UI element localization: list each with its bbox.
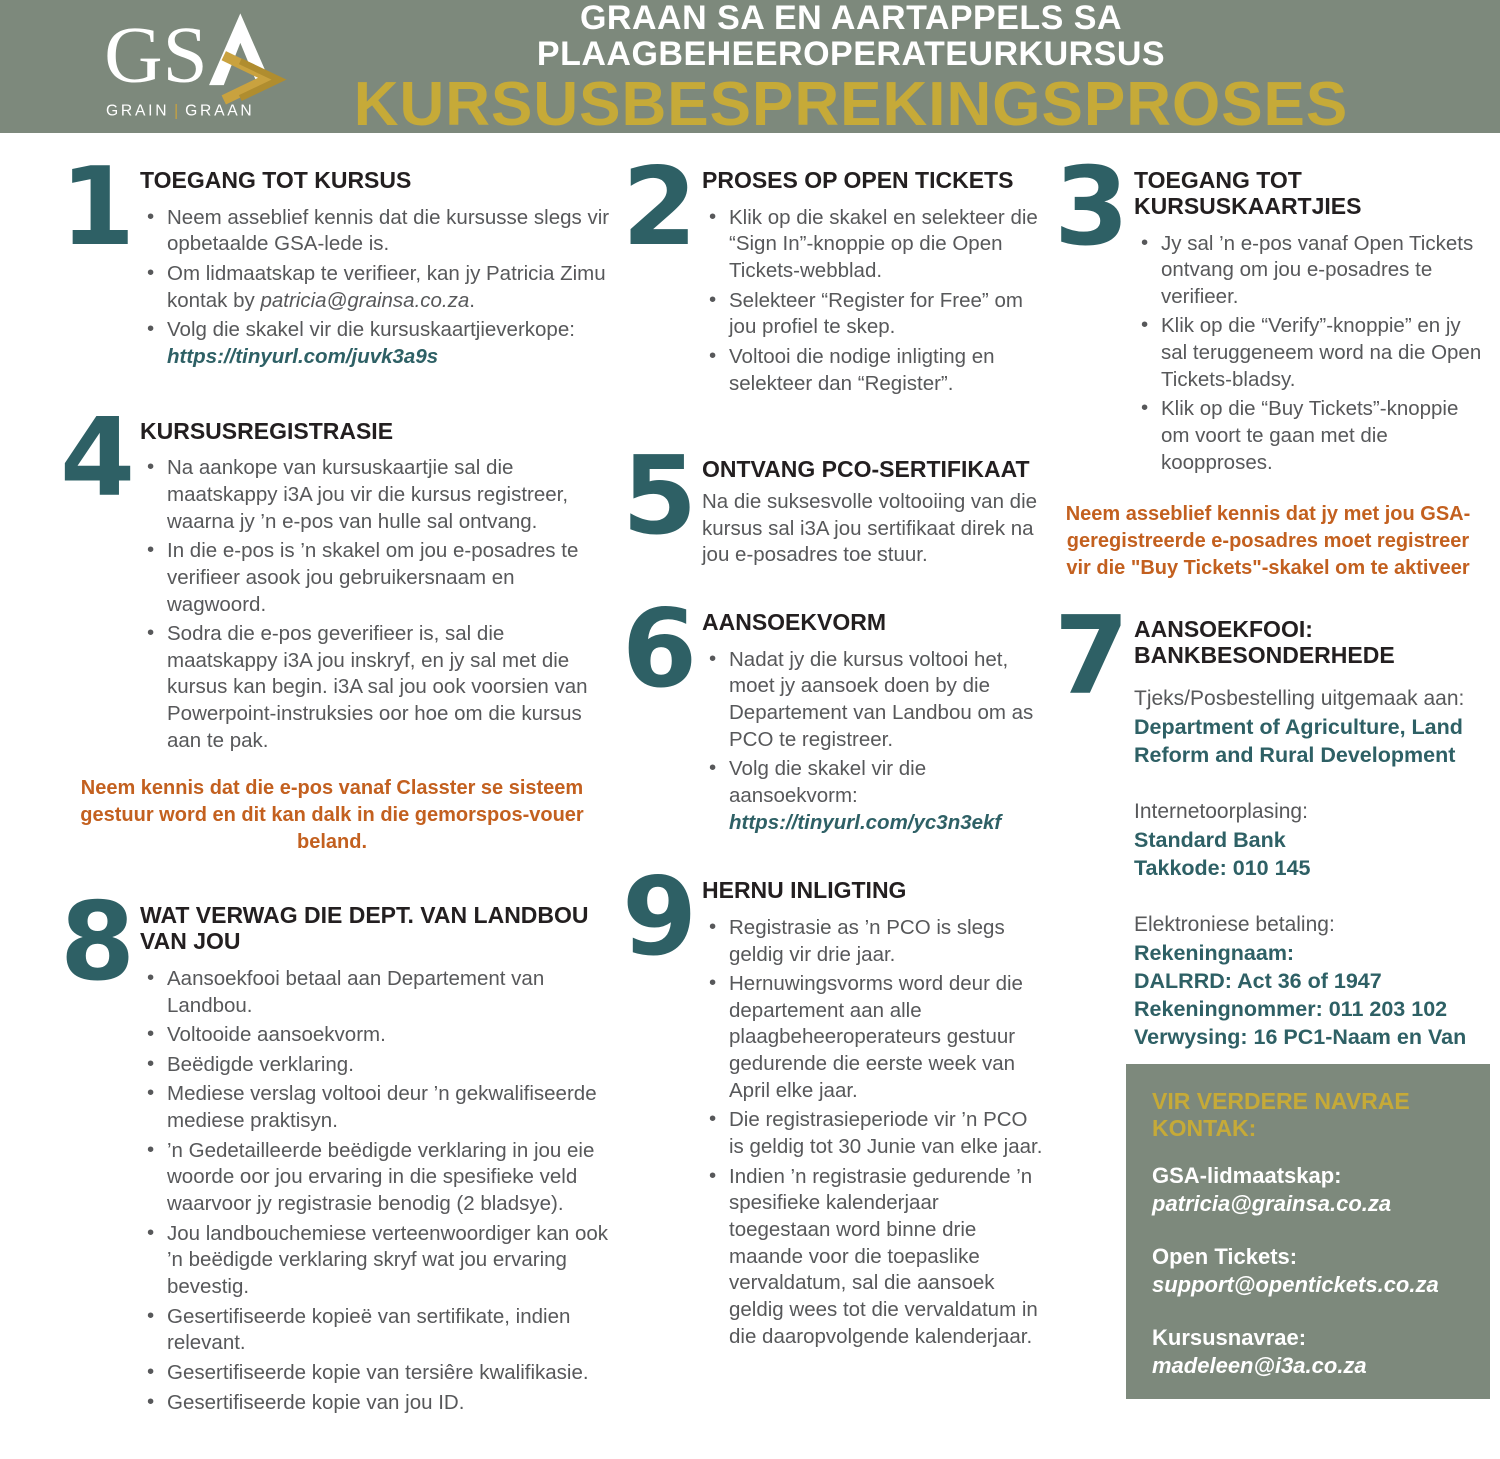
list-item: • Klik op die “Verify”-knoppie” en jy sal teruggeneem word na die Open Tickets-bladsy.	[1134, 313, 1490, 393]
application-form-link[interactable]: https://tinyurl.com/yc3n3ekf	[729, 810, 1002, 834]
bullet-list	[140, 205, 612, 371]
main-content	[0, 133, 1500, 1459]
open-tickets-email-link[interactable]: support@opentickets.co.za	[1152, 1271, 1439, 1297]
list-item	[140, 261, 612, 314]
section-6-aansoekvorm	[622, 586, 1044, 839]
section-4-kursusregistrasie	[60, 395, 612, 758]
section-title: WAT VERWAG DIE DEPT. VAN LANDBOU VAN JOU	[140, 902, 589, 955]
section-number: 6	[622, 586, 693, 712]
section-content	[694, 605, 1044, 839]
list-item: • Gesertifiseerde kopie van tersiêre kwalifikasie.	[140, 1360, 612, 1387]
contact-label: Open Tickets:	[1152, 1244, 1298, 1270]
bullet-text: Volg die skakel vir die aansoekvorm:	[729, 757, 927, 807]
payment-value: Rekeningnaam:	[1134, 941, 1295, 966]
section-title: HERNU INLIGTING	[702, 877, 907, 904]
section-title: ONTVANG PCO-SERTIFIKAAT	[702, 456, 1030, 483]
payment-value: Department of Agriculture, Land Reform and Rural Development	[1134, 715, 1463, 767]
bullet-list	[140, 966, 612, 1416]
page-title: KURSUSBESPREKINGSPROSES	[353, 69, 1349, 139]
payment-label: Internetoorplasing:	[1134, 799, 1308, 823]
section-title	[1134, 617, 1490, 669]
section-title: AANSOEKVORM	[702, 608, 887, 635]
list-item: • ’n Gedetailleerde beëdigde verklaring in jou eie woorde oor jou ervaring in die spesifieke veld waarvoor jy registrasie benodig (2 bladsye).	[140, 1138, 612, 1218]
list-item: • Gesertifiseerde kopieë van sertifikate, indien relevant.	[140, 1304, 612, 1357]
list-item: • Voltooide aansoekvorm.	[140, 1022, 612, 1049]
bullet-list	[140, 455, 612, 754]
payment-group-electronic	[1134, 911, 1490, 1052]
contact-label: Kursusnavrae:	[1152, 1325, 1307, 1351]
logo-graan-text: GRAAN	[185, 102, 255, 120]
section-number: 4	[60, 395, 131, 521]
section-title-line2: BANKBESONDERHEDE	[1134, 642, 1395, 669]
section-content	[694, 163, 1044, 400]
section-3-toegang-tot-kursuskaartjies	[1054, 145, 1490, 479]
gsa-logo-graphic	[106, 3, 290, 125]
section-number: 7	[1054, 594, 1125, 720]
list-item: • Hernuwingsvorms word deur die departement aan alle plaagbeheeroperateurs gestuur gedurende die eerste week van April elke jaar.	[702, 971, 1044, 1104]
logo-pipe-divider: |	[174, 102, 179, 120]
bullet-text: Volg die skakel vir die kursuskaartjieverkope:	[167, 318, 575, 342]
section-title: TOEGANG TOT KURSUSKAARTJIES	[1134, 167, 1362, 219]
section-9-hernu-inligting	[622, 855, 1044, 1353]
contact-heading: VIR VERDERE NAVRAE KONTAK:	[1152, 1088, 1410, 1142]
bullet-list	[702, 915, 1044, 1350]
section-content	[132, 898, 612, 1419]
payment-value: DALRRD: Act 36 of 1947	[1134, 969, 1382, 994]
section-content	[132, 414, 612, 758]
gsa-email-registration-note: Neem asseblief kennis dat jy met jou GSA-geregistreerde e-posadres moet registreer vir die "Buy Tickets"-skakel om te aktiveer	[1065, 503, 1471, 580]
list-item	[140, 317, 612, 370]
header-titles	[290, 0, 1412, 139]
column-3	[1054, 145, 1490, 1459]
course-ticket-sales-link[interactable]: https://tinyurl.com/juvk3a9s	[167, 344, 439, 368]
page-subtitle: GRAAN SA EN AARTAPPELS SA PLAAGBEHEEROPERATEURKURSUS	[536, 0, 1166, 73]
section-number: 5	[622, 434, 693, 560]
gsa-logo	[106, 3, 290, 130]
email-text: patricia@grainsa.co.za	[260, 288, 470, 312]
list-item	[702, 756, 1044, 836]
section-title: KURSUSREGISTRASIE	[140, 417, 394, 444]
header-banner	[0, 0, 1500, 139]
section-content	[132, 163, 612, 374]
bullet-list	[702, 647, 1044, 836]
contact-label: GSA-lidmaatskap:	[1152, 1163, 1342, 1189]
column-1	[60, 145, 612, 1459]
section-8-vereistes-dept-landbou	[60, 880, 612, 1419]
section-number: 3	[1054, 145, 1125, 270]
payment-value: Verwysing: 16 PC1-Naam en Van	[1134, 1025, 1467, 1050]
list-item: • Nadat jy die kursus voltooi het, moet jy aansoek doen by die Departement van Landbou om as PCO te registreer.	[702, 647, 1044, 754]
section-7-aansoekfooi-bankbesonderhede	[1054, 594, 1490, 1052]
list-item: • Na aankope van kursuskaartjie sal die maatskappy i3A jou vir die kursus registreer, waarna jy ’n e-pos van hulle sal ontvang.	[140, 455, 612, 535]
section-content	[694, 452, 1044, 569]
list-item: • Gesertifiseerde kopie van jou ID.	[140, 1390, 612, 1417]
bullet-text: .	[469, 288, 475, 312]
list-item: • Aansoekfooi betaal aan Departement van Landbou.	[140, 966, 612, 1019]
section-paragraph: Na die suksesvolle voltooiing van die kursus sal i3A jou sertifikaat direk na jou e-posadres toe stuur.	[702, 489, 1038, 567]
bullet-list	[702, 205, 1044, 397]
list-item: • Die registrasieperiode vir ’n PCO is geldig tot 30 Junie van elke jaar.	[702, 1107, 1044, 1160]
section-content	[694, 873, 1044, 1353]
section-number: 2	[622, 145, 693, 270]
spam-folder-warning-note: Neem kennis dat die e-pos vanaf Classter se sisteem gestuur word en dit kan dalk in die gemorspos-vouer beland.	[80, 777, 584, 854]
list-item: • Sodra die e-pos geverifieer is, sal die maatskappy i3A jou inskryf, en jy sal met die kursus kan begin. i3A sal jou ook voorsien van Powerpoint-instruksies oor hoe om die kursus aan te pak.	[140, 621, 612, 754]
contact-item-open-tickets	[1152, 1243, 1464, 1298]
column-2	[622, 145, 1044, 1459]
contact-item-gsa-membership	[1152, 1162, 1464, 1217]
payment-value: Rekeningnommer: 011 203 102	[1134, 997, 1448, 1022]
contact-item-course-enquiries	[1152, 1324, 1464, 1379]
list-item: • Neem asseblief kennis dat die kursusse slegs vir opbetaalde GSA-lede is.	[140, 205, 612, 258]
section-number: 9	[622, 855, 693, 981]
bullet-text: Om lidmaatskap te verifieer, kan jy Patricia Zimu kontak by	[167, 262, 606, 312]
contact-panel	[1126, 1064, 1490, 1399]
logo-grain-text: GRAIN	[106, 102, 170, 120]
list-item: • Beëdigde verklaring.	[140, 1052, 612, 1079]
payment-value: Takkode: 010 145	[1134, 856, 1311, 881]
payment-group-cheque	[1134, 685, 1490, 770]
payment-label: Tjeks/Posbestelling uitgemaak aan:	[1134, 686, 1465, 710]
list-item: • Mediese verslag voltooi deur ’n gekwalifiseerde mediese praktisyn.	[140, 1081, 612, 1134]
list-item: • Selekteer “Register for Free” om jou profiel te skep.	[702, 288, 1044, 341]
list-item: • Jy sal ’n e-pos vanaf Open Tickets ontvang om jou e-posadres te verifieer.	[1134, 231, 1490, 311]
list-item: • In die e-pos is ’n skakel om jou e-posadres te verifieer asook jou gebruikersnaam en wagwoord.	[140, 538, 612, 618]
payment-group-internet-transfer	[1134, 798, 1490, 883]
section-title: TOEGANG TOT KURSUS	[140, 167, 412, 193]
list-item: • Klik op die “Buy Tickets”-knoppie om voort te gaan met die koopproses.	[1134, 396, 1490, 476]
section-content	[1126, 163, 1490, 479]
section-number: 8	[60, 880, 131, 1006]
section-2-proses-open-tickets	[622, 145, 1044, 400]
section-title: PROSES OP OPEN TICKETS	[702, 167, 1014, 193]
section-number: 1	[60, 145, 131, 270]
logo-gs-text: GS	[106, 9, 208, 100]
list-item: • Voltooi die nodige inligting en selekteer dan “Register”.	[702, 344, 1044, 397]
payment-label: Elektroniese betaling:	[1134, 913, 1335, 937]
section-title-line1: AANSOEKFOOI:	[1134, 616, 1313, 643]
section-1-toegang-tot-kursus	[60, 145, 612, 374]
payment-value: Standard Bank	[1134, 828, 1286, 853]
bullet-list	[1134, 231, 1490, 477]
list-item: • Registrasie as ’n PCO is slegs geldig vir drie jaar.	[702, 915, 1044, 968]
course-enquiries-email-link[interactable]: madeleen@i3a.co.za	[1152, 1352, 1367, 1378]
section-content	[1126, 612, 1490, 1052]
list-item: • Klik op die skakel en selekteer die “Sign In”-knoppie op die Open Tickets-webblad.	[702, 205, 1044, 285]
list-item: • Indien ’n registrasie gedurende ’n spesifieke kalenderjaar toegestaan word binne drie maande voor die toepaslike vervaldatum, sal die aansoek geldig wees tot die vervaldatum in die daaropvolgende kalenderjaar.	[702, 1164, 1044, 1350]
gsa-membership-email-link[interactable]: patricia@grainsa.co.za	[1152, 1190, 1392, 1216]
section-5-ontvang-pco-sertifikaat	[622, 434, 1044, 569]
list-item: • Jou landbouchemiese verteenwoordiger kan ook ’n beëdigde verklaring skryf wat jou ervaring bevestig.	[140, 1221, 612, 1301]
